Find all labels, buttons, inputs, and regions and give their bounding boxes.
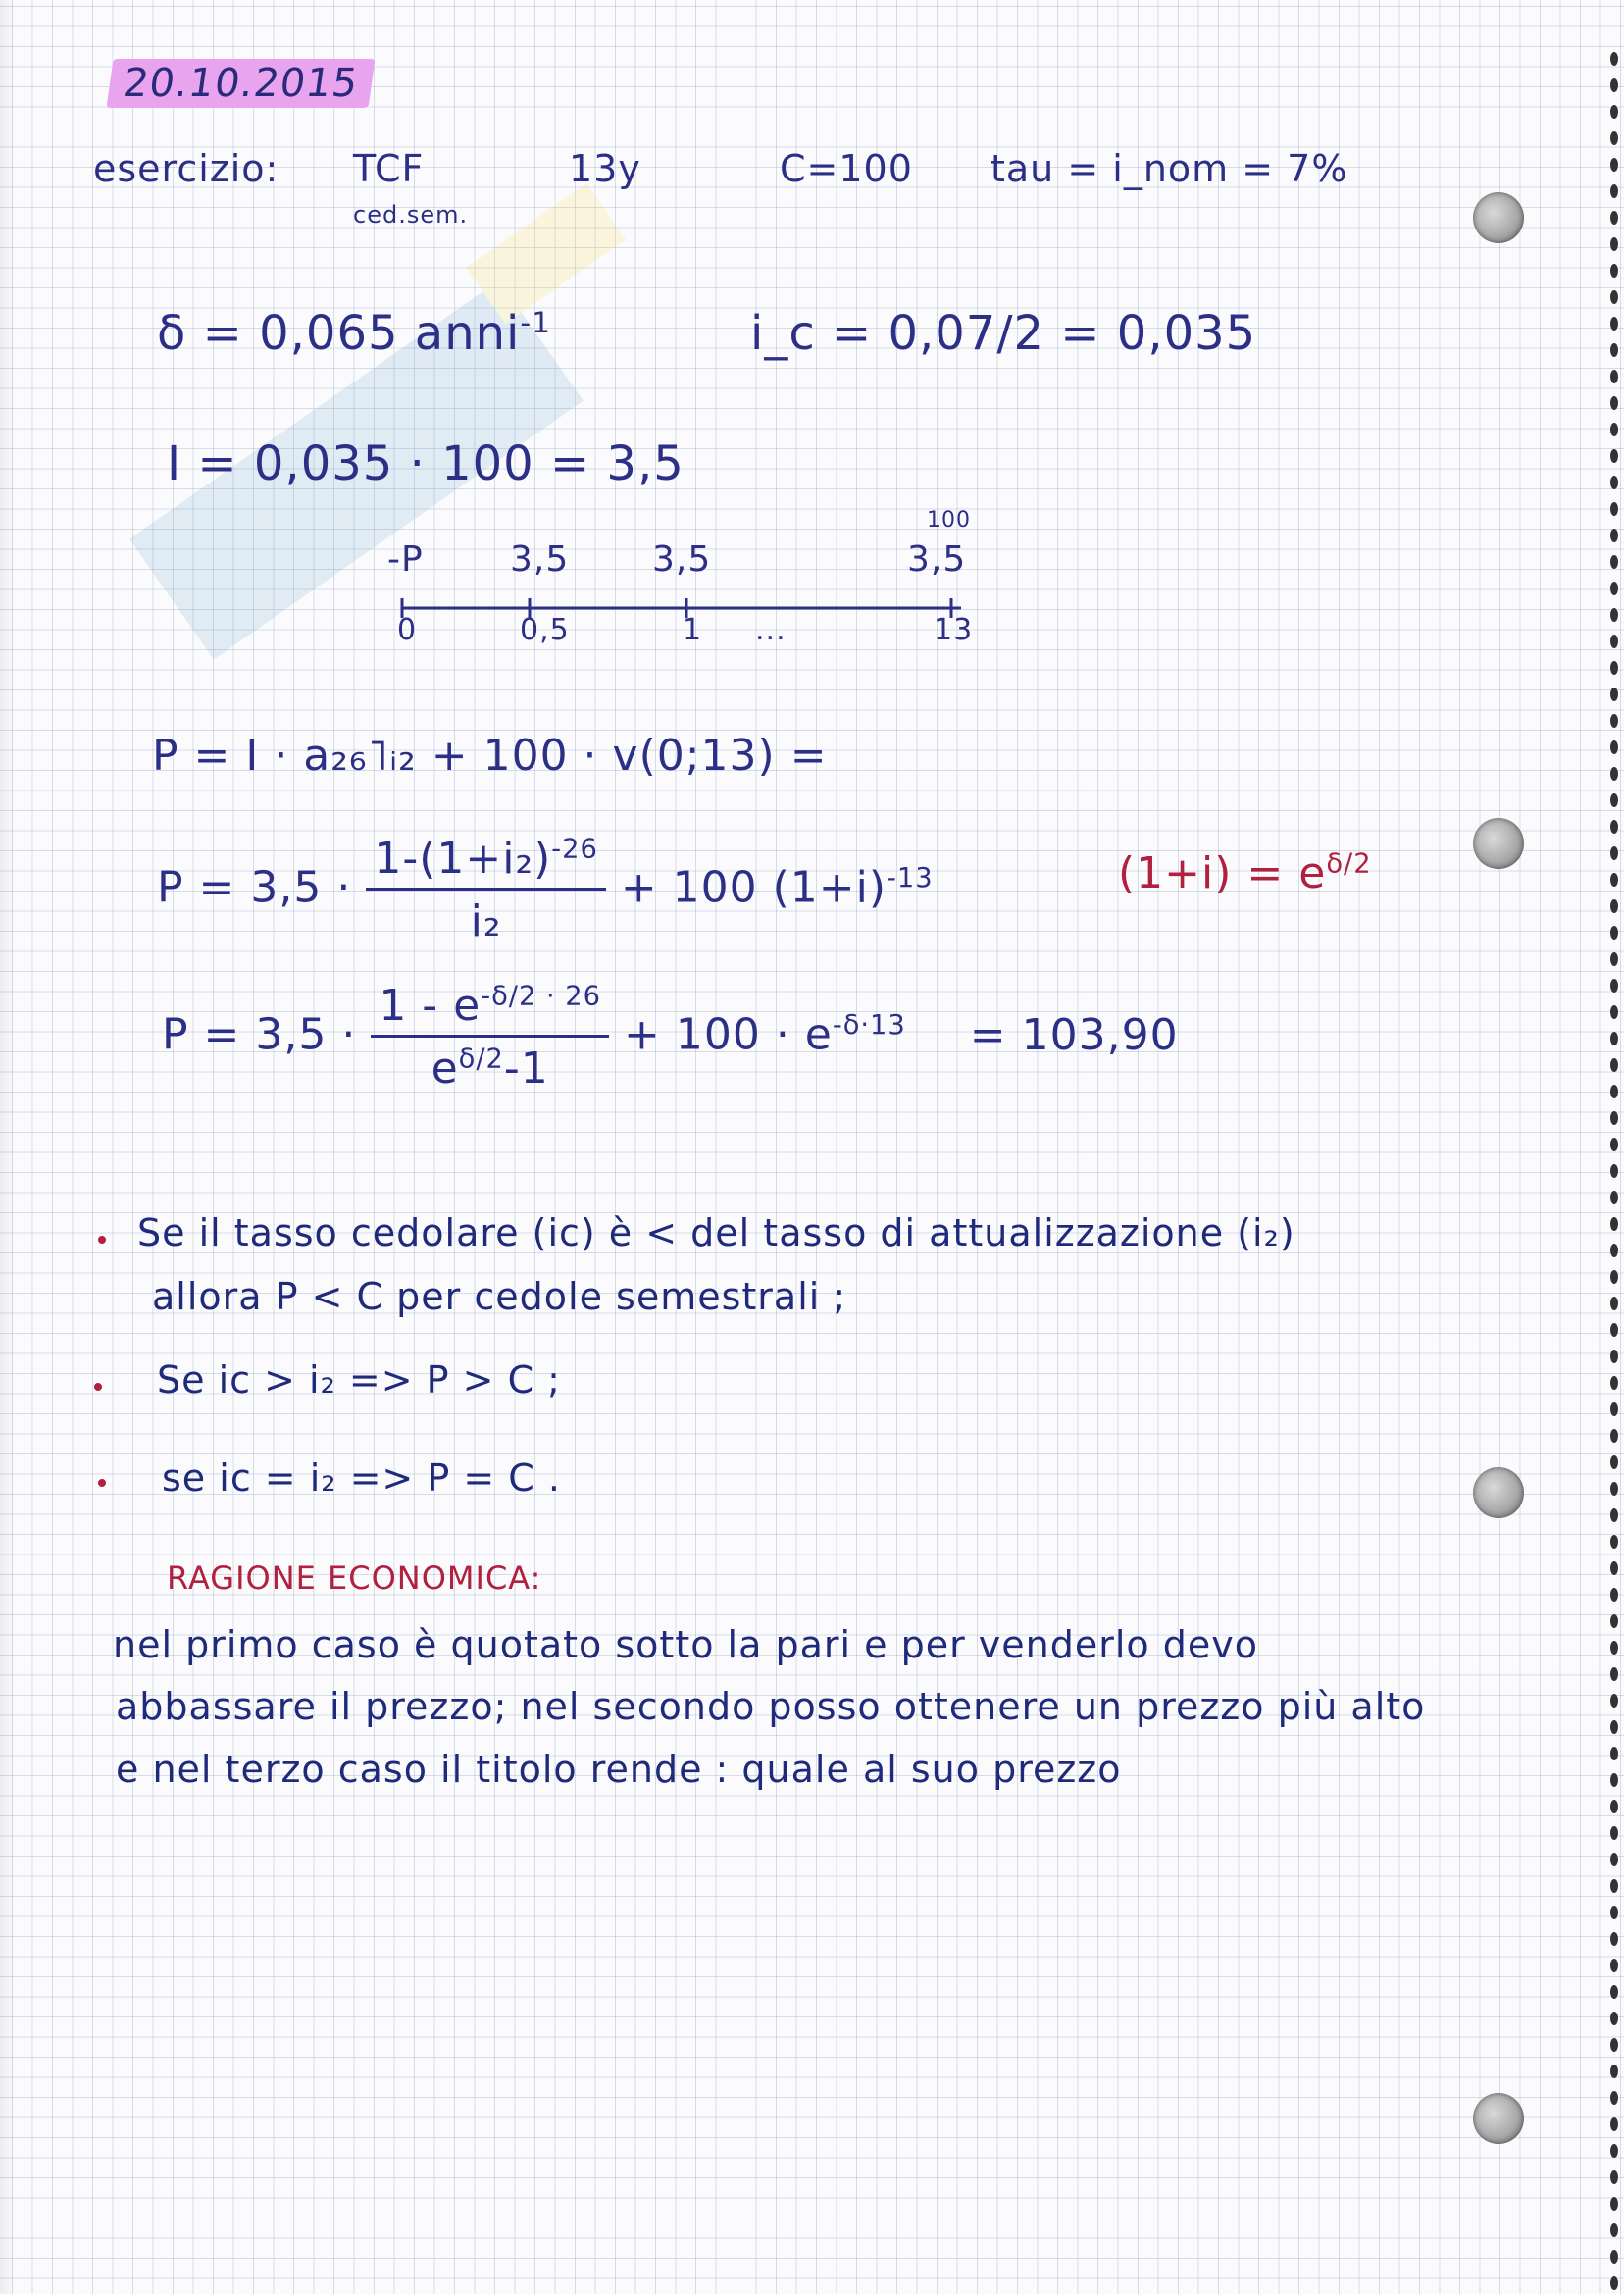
binding-perforation — [1610, 211, 1618, 225]
flow-1: 3,5 — [510, 539, 570, 580]
binding-perforation — [1610, 608, 1618, 622]
binding-perforation — [1610, 317, 1618, 331]
binding-perforation — [1610, 1138, 1618, 1151]
binding-perforation — [1610, 1244, 1618, 1257]
spiral-binding — [1602, 0, 1624, 2294]
eq2-rhs: + 100 (1+i) — [620, 862, 888, 913]
eq2-numerator: 1-(1+i₂) — [374, 834, 552, 884]
binding-perforation — [1610, 158, 1618, 172]
binding-perforation — [1610, 1667, 1618, 1681]
binding-perforation — [1610, 1561, 1618, 1575]
binding-perforation — [1610, 184, 1618, 198]
paragraph-line-1: nel primo caso è quotato sotto la pari e per venderlo devo — [113, 1623, 1258, 1666]
ring-hole — [1473, 1467, 1524, 1518]
equation-note — [1118, 848, 1372, 898]
binding-perforation — [1610, 1032, 1618, 1045]
ced-sem-label: ced.sem. — [353, 201, 469, 229]
binding-perforation — [1610, 2012, 1618, 2025]
ic-line: i_c = 0,07/2 = 0,035 — [750, 306, 1257, 361]
binding-perforation — [1610, 449, 1618, 463]
binding-perforation — [1610, 1800, 1618, 1813]
binding-perforation — [1610, 502, 1618, 516]
eq3-den-tail: -1 — [503, 1044, 549, 1094]
binding-perforation — [1610, 476, 1618, 489]
eq3-num-exp: -δ/2 · 26 — [481, 981, 601, 1012]
bullet-dot — [94, 1383, 102, 1391]
binding-perforation — [1610, 2276, 1618, 2290]
eq3-result: = 103,90 — [969, 1009, 1179, 1060]
binding-perforation — [1610, 1959, 1618, 1972]
binding-perforation — [1610, 423, 1618, 436]
binding-perforation — [1610, 1217, 1618, 1231]
binding-perforation — [1610, 1694, 1618, 1708]
paragraph-line-3: e nel terzo caso il titolo rende : quale al suo prezzo — [116, 1748, 1122, 1791]
binding-perforation — [1610, 1906, 1618, 1919]
eq2-fraction — [366, 834, 605, 946]
eq3-den-exp: δ/2 — [458, 1044, 504, 1075]
binding-perforation — [1610, 370, 1618, 383]
binding-perforation — [1610, 2197, 1618, 2211]
eq2-num-exp: -26 — [551, 834, 598, 865]
delta-text: δ = 0,065 anni — [157, 306, 521, 361]
time-2: 1 — [683, 613, 703, 647]
binding-perforation — [1610, 52, 1618, 66]
eq3-denominator: e — [431, 1044, 459, 1094]
binding-perforation — [1610, 2144, 1618, 2158]
binding-perforation — [1610, 78, 1618, 92]
binding-perforation — [1610, 1376, 1618, 1390]
bullet-line-1: Se il tasso cedolare (ic) è < del tasso di attualizzazione (i₂) — [137, 1211, 1295, 1254]
binding-perforation — [1610, 1535, 1618, 1549]
delta-exp: -1 — [520, 306, 552, 340]
equation-price-expanded — [157, 834, 934, 946]
binding-perforation — [1610, 1826, 1618, 1840]
binding-perforation — [1610, 1005, 1618, 1019]
binding-perforation — [1610, 846, 1618, 860]
binding-perforation — [1610, 2250, 1618, 2264]
binding-perforation — [1610, 1932, 1618, 1946]
binding-perforation — [1610, 1853, 1618, 1866]
equation-price-continuous — [162, 981, 1179, 1094]
eq3-fraction — [371, 981, 609, 1094]
binding-perforation — [1610, 2117, 1618, 2131]
binding-perforation — [1610, 1085, 1618, 1098]
binding-perforation — [1610, 1747, 1618, 1760]
binding-perforation — [1610, 740, 1618, 754]
bullet-line-4: se ic = i₂ => P = C . — [162, 1456, 561, 1500]
binding-perforation — [1610, 2065, 1618, 2078]
binding-perforation — [1610, 290, 1618, 304]
eq2-lhs: P = 3,5 · — [157, 862, 352, 913]
binding-perforation — [1610, 1985, 1618, 1999]
binding-perforation — [1610, 714, 1618, 728]
binding-perforation — [1610, 952, 1618, 966]
binding-perforation — [1610, 105, 1618, 119]
bullet-line-2: allora P < C per cedole semestrali ; — [152, 1275, 847, 1318]
binding-perforation — [1610, 979, 1618, 993]
binding-perforation — [1610, 1641, 1618, 1655]
binding-perforation — [1610, 131, 1618, 145]
binding-perforation — [1610, 1350, 1618, 1363]
date-highlight: 20.10.2015 — [106, 59, 375, 108]
eq3-lhs: P = 3,5 · — [162, 1009, 357, 1060]
binding-perforation — [1610, 1111, 1618, 1125]
eq2-note: (1+i) = e — [1118, 848, 1327, 898]
binding-perforation — [1610, 688, 1618, 701]
binding-perforation — [1610, 926, 1618, 940]
binding-perforation — [1610, 1270, 1618, 1284]
binding-perforation — [1610, 1773, 1618, 1787]
binding-perforation — [1610, 1297, 1618, 1310]
binding-perforation — [1610, 661, 1618, 675]
binding-perforation — [1610, 237, 1618, 251]
binding-perforation — [1610, 582, 1618, 595]
section-title: RAGIONE ECONOMICA: — [167, 1559, 542, 1597]
tcf-label: TCF — [353, 147, 425, 190]
binding-perforation — [1610, 1720, 1618, 1734]
binding-perforation — [1610, 2038, 1618, 2052]
paragraph-line-2: abbassare il prezzo; nel secondo posso ottenere un prezzo più alto — [116, 1685, 1426, 1728]
binding-perforation — [1610, 1164, 1618, 1178]
delta-line — [157, 306, 551, 361]
binding-perforation — [1610, 820, 1618, 834]
binding-perforation — [1610, 1482, 1618, 1496]
binding-perforation — [1610, 635, 1618, 648]
binding-perforation — [1610, 2091, 1618, 2105]
ring-hole — [1473, 2093, 1524, 2144]
binding-perforation — [1610, 529, 1618, 542]
time-0: 0 — [397, 613, 418, 647]
time-4: 13 — [934, 613, 974, 647]
binding-perforation — [1610, 899, 1618, 913]
bullet-line-3: Se ic > i₂ => P > C ; — [157, 1358, 561, 1402]
binding-perforation — [1610, 873, 1618, 887]
bullet-dot — [98, 1479, 106, 1487]
equation-price-formula: P = I · a₂₆˥ᵢ₂ + 100 · v(0;13) = — [152, 731, 828, 781]
binding-perforation — [1610, 1455, 1618, 1469]
bullet-dot — [98, 1236, 106, 1244]
binding-perforation — [1610, 1058, 1618, 1072]
binding-perforation — [1610, 1402, 1618, 1416]
eq2-rhs-exp: -13 — [887, 862, 934, 893]
eq2-denominator: i₂ — [470, 896, 502, 946]
eq3-numerator: 1 - e — [379, 981, 482, 1031]
binding-perforation — [1610, 1323, 1618, 1337]
binding-perforation — [1610, 2170, 1618, 2184]
exercise-label: esercizio: — [93, 147, 279, 190]
ring-hole — [1473, 818, 1524, 869]
eq3-rhs: + 100 · e — [624, 1009, 833, 1060]
flow-extra: 100 — [927, 508, 971, 533]
time-1: 0,5 — [520, 613, 570, 647]
time-3: ... — [755, 613, 787, 647]
flow-2: 3,5 — [652, 539, 712, 580]
interest-line: I = 0,035 · 100 = 3,5 — [167, 436, 685, 491]
flow-3: 3,5 — [907, 539, 967, 580]
eq2-note-exp: δ/2 — [1326, 848, 1372, 880]
binding-perforation — [1610, 2223, 1618, 2237]
binding-perforation — [1610, 1508, 1618, 1522]
binding-perforation — [1610, 555, 1618, 569]
maturity-years: 13y — [569, 147, 641, 190]
binding-perforation — [1610, 264, 1618, 278]
nominal-rate: tau = i_nom = 7% — [990, 147, 1348, 190]
binding-perforation — [1610, 1588, 1618, 1602]
binding-perforation — [1610, 343, 1618, 357]
ring-hole — [1473, 192, 1524, 243]
binding-perforation — [1610, 396, 1618, 410]
binding-perforation — [1610, 1191, 1618, 1204]
flow-0: -P — [387, 539, 424, 580]
binding-perforation — [1610, 1879, 1618, 1893]
capital-value: C=100 — [780, 147, 913, 190]
binding-perforation — [1610, 1614, 1618, 1628]
binding-perforation — [1610, 793, 1618, 807]
binding-perforation — [1610, 1429, 1618, 1443]
binding-perforation — [1610, 767, 1618, 781]
eq3-rhs-exp: -δ·13 — [832, 1009, 906, 1041]
